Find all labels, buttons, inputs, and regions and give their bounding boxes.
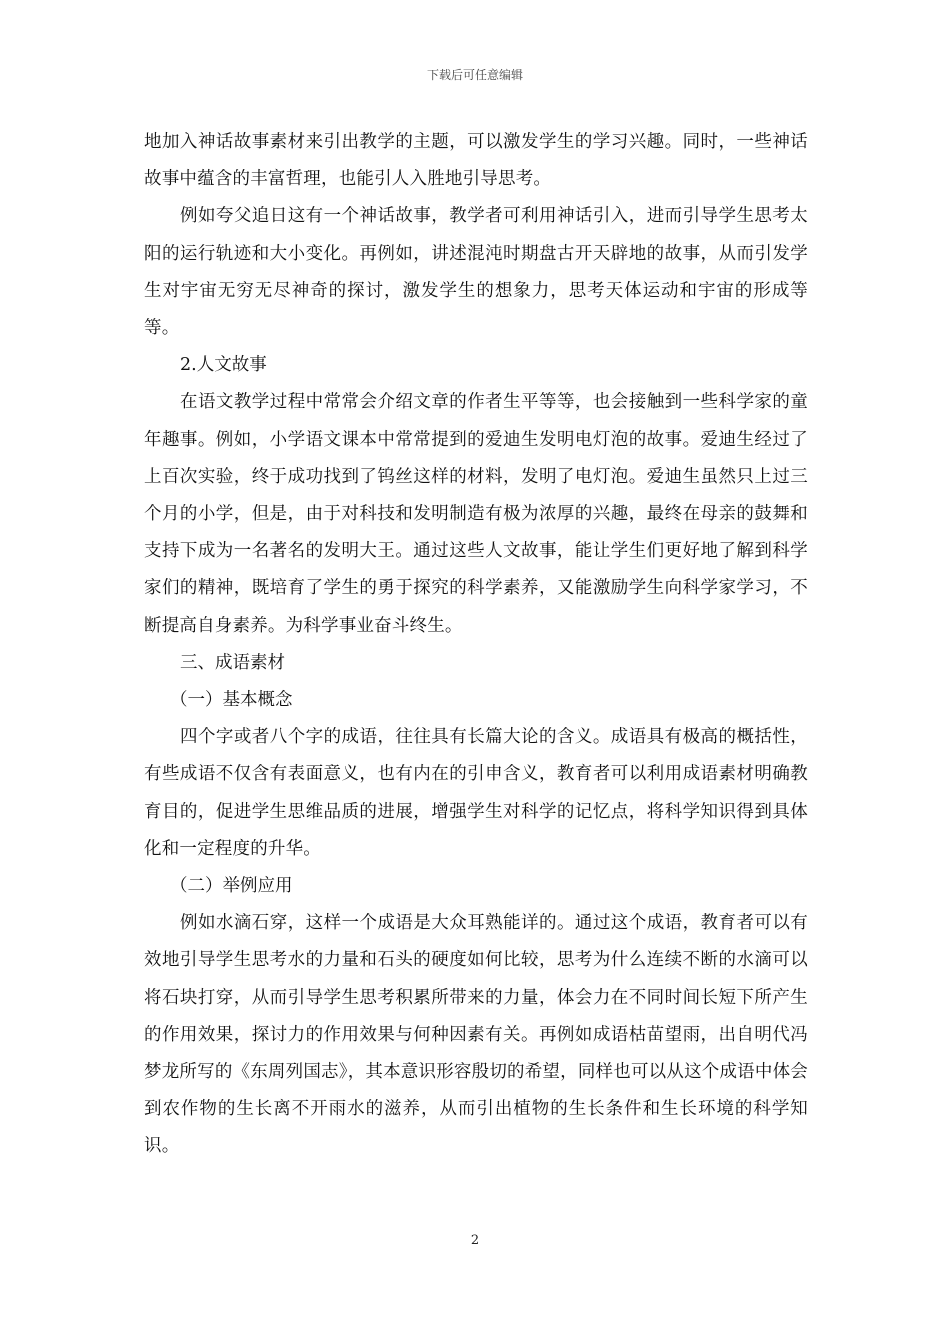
section-heading-idiom-material: 三、成语素材 bbox=[180, 652, 285, 673]
paragraph-continuation: 地加入神话故事素材来引出教学的主题，可以激发学生的学习兴趣。同时，一些神话故事中蕴含的丰富哲理，也能引人入胜地引导思考。 bbox=[144, 132, 808, 190]
paragraph-idiom-concept: 四个字或者八个字的成语，往往具有长篇大论的含义。成语具有极高的概括性，有些成语不仅含有表面意义，也有内在的引申含义，教育者可以利用成语素材明确教育目的，促进学生思维品质的进展，增强学生对科学的记忆点，将科学知识得到具体化和一定程度的升华。 bbox=[144, 727, 808, 859]
page-header: 下载后可任意编辑 bbox=[426, 68, 523, 82]
section-heading-humanities-story: 2.人文故事 bbox=[180, 355, 267, 376]
subsection-heading-basic-concept: （一）基本概念 bbox=[170, 690, 293, 711]
document-body bbox=[144, 124, 808, 1166]
page-number: 2 bbox=[470, 1233, 480, 1248]
paragraph-edison-story: 在语文教学过程中常常会介绍文章的作者生平等等，也会接触到一些科学家的童年趣事。例如，小学语文课本中常常提到的爱迪生发明电灯泡的故事。爱迪生经过了上百次实验，终于成功找到了钨丝这样的材料，发明了电灯泡。爱迪生虽然只上过三个月的小学，但是，由于对科技和发明制造有极为浓厚的兴趣，最终在母亲的鼓舞和支持下成为一名著名的发明大王。通过这些人文故事，能让学生们更好地了解到科学家们的精神，既培育了学生的勇于探究的科学素养，又能激励学生向科学家学习，不断提高自身素养。为科学事业奋斗终生。 bbox=[144, 392, 808, 636]
paragraph-myth-example: 例如夸父追日这有一个神话故事，教学者可利用神话引入，进而引导学生思考太阳的运行轨迹和大小变化。再例如，讲述混沌时期盘古开天辟地的故事，从而引发学生对宇宙无穷无尽神奇的探讨，激发学生的想象力，思考天体运动和宇宙的形成等等。 bbox=[144, 206, 808, 339]
subsection-heading-example-application: （二）举例应用 bbox=[170, 876, 293, 897]
paragraph-idiom-examples: 例如水滴石穿，这样一个成语是大众耳熟能详的。通过这个成语，教育者可以有效地引导学生思考水的力量和石头的硬度如何比较，思考为什么连续不断的水滴可以将石块打穿，从而引导学生思考积累所带来的力量，体会力在不同时间长短下所产生的作用效果，探讨力的作用效果与何种因素有关。再例如成语枯苗望雨，出自明代冯梦龙所写的《东周列国志》，其本意识形容殷切的希望，同样也可以从这个成语中体会到农作物的生长离不开雨水的滋养，从而引出植物的生长条件和生长环境的科学知识。 bbox=[144, 913, 808, 1157]
